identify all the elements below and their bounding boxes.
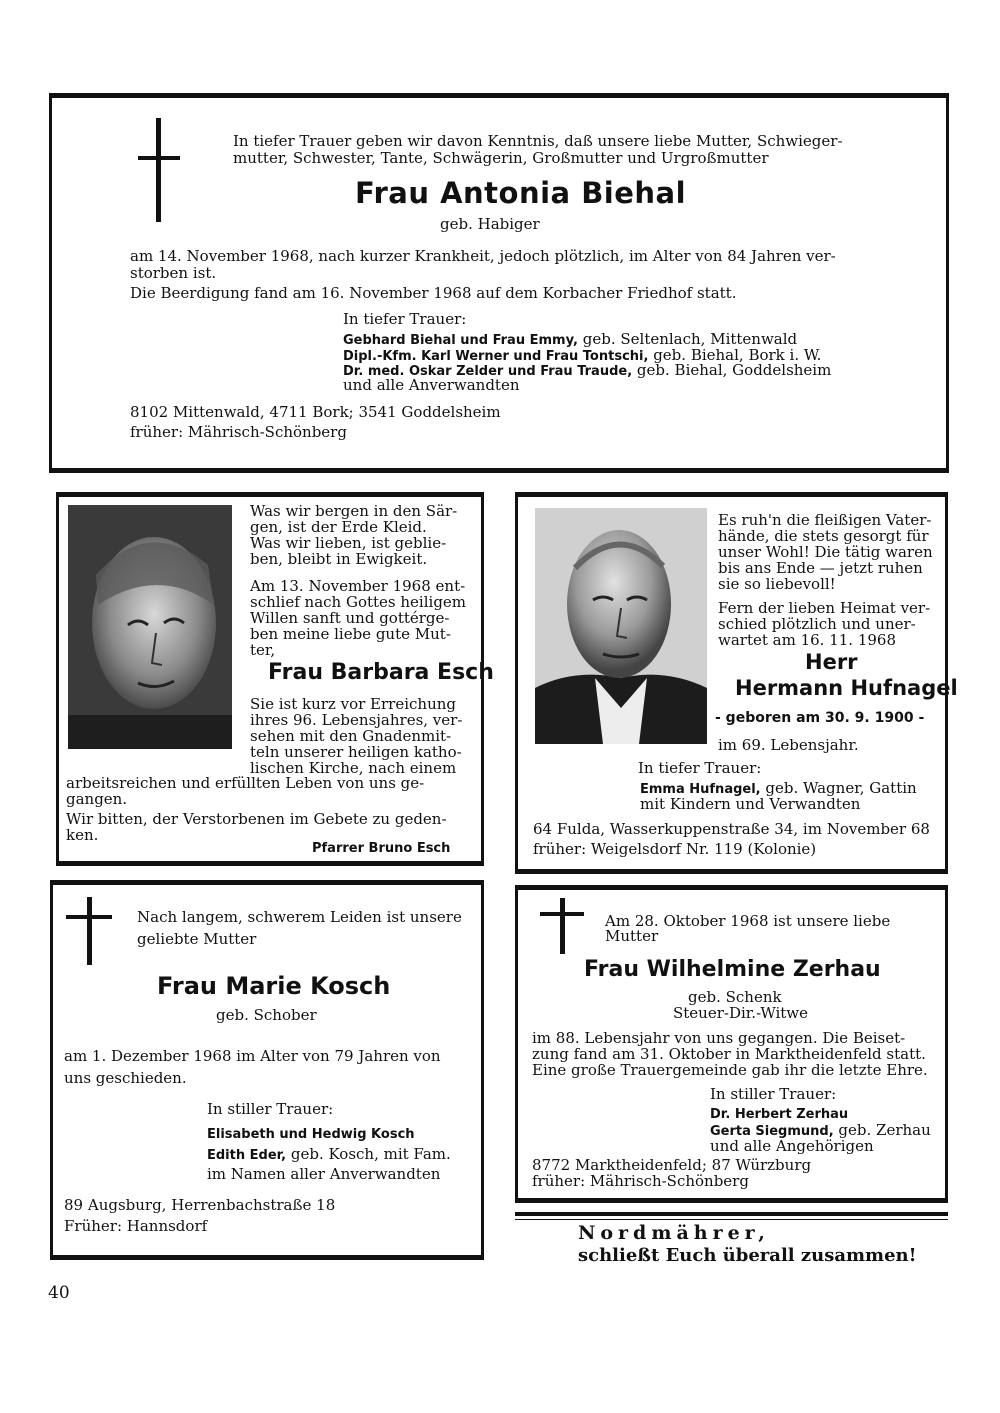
kosch-born: geb. Schober	[216, 1006, 317, 1024]
biehal-intro-line2: mutter, Schwester, Tante, Schwägerin, Großmutter und Urgroßmutter	[233, 149, 769, 167]
slogan-line-2: schließt Euch überall zusammen!	[578, 1245, 917, 1266]
hufnagel-verse-2: hände, die stets gesorgt für	[718, 527, 929, 545]
hufnagel-age: im 69. Lebensjahr.	[718, 736, 859, 754]
portrait-hufnagel-svg	[535, 508, 707, 744]
hufnagel-mourning-heading: In tiefer Trauer:	[638, 759, 762, 777]
esch-verse-1: Was wir bergen in den Sär-	[250, 502, 458, 520]
kosch-mourner-3: im Namen aller Anverwandten	[207, 1165, 441, 1183]
hufnagel-formerly: früher: Weigelsdorf Nr. 119 (Kolonie)	[533, 840, 817, 858]
hufnagel-mourner-line2: mit Kindern und Verwandten	[640, 795, 861, 813]
zerhau-intro-2: Mutter	[605, 927, 659, 945]
kosch-mourning-heading: In stiller Trauer:	[207, 1100, 334, 1118]
zerhau-address: 8772 Marktheidenfeld; 87 Würzburg	[532, 1156, 812, 1174]
hufnagel-verse-5: sie so liebevoll!	[718, 575, 836, 593]
cross-icon	[138, 118, 180, 222]
esch-text2-2: ihres 96. Lebensjahres, ver-	[250, 711, 463, 729]
kosch-death-1: am 1. Dezember 1968 im Alter von 79 Jahren von	[64, 1047, 441, 1065]
kosch-address: 89 Augsburg, Herrenbachstraße 18	[64, 1196, 336, 1214]
hufnagel-verse-1: Es ruh'n die fleißigen Vater-	[718, 511, 932, 529]
zerhau-mourner-2: Gerta Siegmund, geb. Zerhau	[710, 1121, 931, 1139]
biehal-mourner-3: Dr. med. Oskar Zelder und Frau Traude, geb. Biehal, Goddelsheim	[343, 361, 832, 379]
zerhau-widow: Steuer-Dir.-Witwe	[673, 1004, 809, 1022]
biehal-mourning-heading: In tiefer Trauer:	[343, 310, 467, 328]
hufnagel-title: Herr	[805, 650, 858, 674]
zerhau-name: Frau Wilhelmine Zerhau	[584, 957, 881, 982]
hufnagel-verse-3: unser Wohl! Die tätig waren	[718, 543, 933, 561]
biehal-mourner-2: Dipl.-Kfm. Karl Werner und Frau Tontschi, geb. Biehal, Bork i. W.	[343, 346, 822, 364]
esch-text1-5: ter,	[250, 641, 276, 659]
zerhau-formerly: früher: Mährisch-Schönberg	[532, 1172, 749, 1190]
esch-text4-1: Wir bitten, der Verstorbenen im Gebete zu geden-	[66, 810, 447, 828]
esch-signature: Pfarrer Bruno Esch	[312, 841, 451, 856]
zerhau-text-1: im 88. Lebensjahr von uns gegangen. Die Beiset-	[532, 1029, 906, 1047]
hufnagel-address: 64 Fulda, Wasserkuppenstraße 34, im November 68	[533, 820, 930, 838]
zerhau-intro-1: Am 28. Oktober 1968 ist unsere liebe	[605, 912, 891, 930]
kosch-name: Frau Marie Kosch	[157, 972, 391, 1000]
biehal-death-line1: am 14. November 1968, nach kurzer Krankheit, jedoch plötzlich, im Alter von 84 Jahren ver-	[130, 247, 836, 265]
biehal-funeral: Die Beerdigung fand am 16. November 1968 auf dem Korbacher Friedhof statt.	[130, 284, 737, 302]
portrait-esch-svg	[68, 505, 232, 749]
zerhau-mourner-3: und alle Angehörigen	[710, 1137, 874, 1155]
esch-text4-2: ken.	[66, 826, 99, 844]
biehal-relatives: und alle Anverwandten	[343, 376, 520, 394]
esch-verse-3: Was wir lieben, ist geblie-	[250, 534, 447, 552]
zerhau-mourning-heading: In stiller Trauer:	[710, 1085, 837, 1103]
esch-text2-1: Sie ist kurz vor Erreichung	[250, 695, 456, 713]
biehal-born: geb. Habiger	[440, 215, 540, 233]
hufnagel-text1-1: Fern der lieben Heimat ver-	[718, 599, 931, 617]
hufnagel-text1-3: wartet am 16. 11. 1968	[718, 631, 897, 649]
kosch-mourner-2: Edith Eder, geb. Kosch, mit Fam.	[207, 1145, 451, 1163]
kosch-intro-2: geliebte Mutter	[137, 930, 257, 948]
esch-text1-1: Am 13. November 1968 ent-	[250, 577, 466, 595]
biehal-name: Frau Antonia Biehal	[355, 176, 687, 210]
slogan-rule-top	[515, 1212, 948, 1216]
zerhau-text-2: zung fand am 31. Oktober in Marktheidenfeld statt.	[532, 1045, 926, 1063]
esch-text3-1: arbeitsreichen und erfüllten Leben von uns ge-	[66, 774, 425, 792]
hufnagel-born: - geboren am 30. 9. 1900 -	[715, 710, 925, 726]
kosch-intro-1: Nach langem, schwerem Leiden ist unsere	[137, 908, 462, 926]
zerhau-mourner-1: Dr. Herbert Zerhau	[710, 1107, 849, 1122]
hufnagel-text1-2: schied plötzlich und uner-	[718, 615, 916, 633]
kosch-mourner-1: Elisabeth und Hedwig Kosch	[207, 1127, 415, 1142]
esch-text1-3: Willen sanft und gottérge-	[250, 609, 450, 627]
zerhau-text-3: Eine große Trauergemeinde gab ihr die letzte Ehre.	[532, 1061, 928, 1079]
kosch-formerly: Früher: Hannsdorf	[64, 1217, 208, 1235]
hufnagel-name: Hermann Hufnagel	[735, 676, 958, 700]
portrait-hufnagel	[535, 508, 707, 744]
cross-icon	[540, 898, 584, 954]
esch-name: Frau Barbara Esch	[268, 660, 494, 685]
biehal-address: 8102 Mittenwald, 4711 Bork; 3541 Goddelsheim	[130, 403, 501, 421]
slogan-rule-thin	[515, 1219, 948, 1220]
esch-text2-3: sehen mit den Gnadenmit-	[250, 727, 452, 745]
slogan-line-1: Nordmährer,	[578, 1222, 770, 1244]
biehal-mourner-1: Gebhard Biehal und Frau Emmy, geb. Seltenlach, Mittenwald	[343, 330, 798, 348]
page-number: 40	[48, 1283, 70, 1303]
esch-verse-4: ben, bleibt in Ewigkeit.	[250, 550, 428, 568]
hufnagel-mourner: Emma Hufnagel, geb. Wagner, Gattin	[640, 779, 917, 797]
biehal-death-line2: storben ist.	[130, 264, 217, 282]
esch-verse-2: gen, ist der Erde Kleid.	[250, 518, 427, 536]
esch-text2-5: lischen Kirche, nach einem	[250, 759, 457, 777]
biehal-formerly: früher: Mährisch-Schönberg	[130, 423, 347, 441]
esch-text1-4: ben meine liebe gute Mut-	[250, 625, 451, 643]
kosch-death-2: uns geschieden.	[64, 1069, 187, 1087]
portrait-esch	[68, 505, 232, 749]
esch-text1-2: schlief nach Gottes heiligem	[250, 593, 467, 611]
esch-text3-2: gangen.	[66, 790, 128, 808]
hufnagel-verse-4: bis ans Ende — jetzt ruhen	[718, 559, 923, 577]
zerhau-born: geb. Schenk	[688, 988, 782, 1006]
cross-icon	[66, 897, 112, 965]
esch-text2-4: teln unserer heiligen katho-	[250, 743, 462, 761]
biehal-intro-line1: In tiefer Trauer geben wir davon Kenntnis, daß unsere liebe Mutter, Schwieger-	[233, 132, 843, 150]
